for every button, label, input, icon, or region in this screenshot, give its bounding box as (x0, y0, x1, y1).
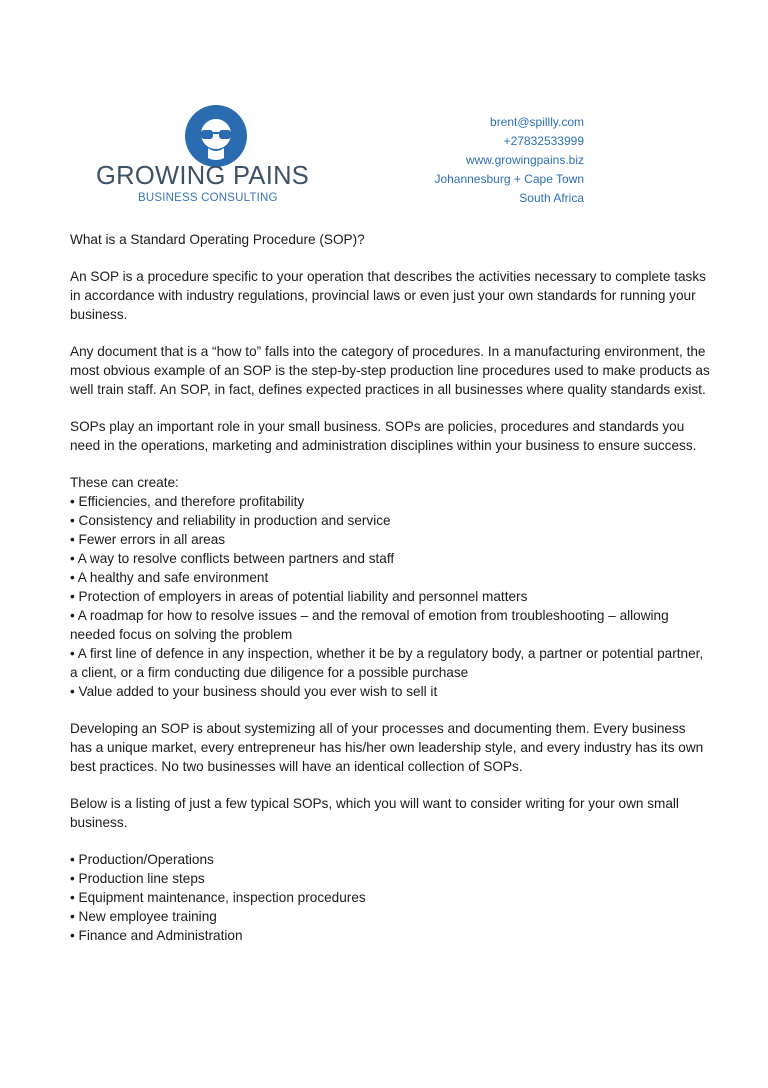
list-item: • A first line of defence in any inspection, whether it be by a regulatory body, a partner or potential partner, a client, or a firm conducting due diligence for a possible purchase (70, 646, 704, 680)
logo-name: GROWING PAINS (96, 162, 310, 190)
list-item: • Fewer errors in all areas (70, 532, 226, 547)
paragraph-listing-intro: Below is a listing of just a few typical SOPs, which you will want to consider writing for your own small business. (70, 796, 679, 830)
contact-email[interactable]: brent@spillly.com (490, 115, 584, 129)
contact-country: South Africa (519, 191, 584, 205)
list-item: • Consistency and reliability in production and service (70, 513, 391, 528)
document-body (70, 230, 710, 963)
document-title: What is a Standard Operating Procedure (SOP)? (70, 232, 365, 247)
paragraph-how-to: Any document that is a “how to” falls into the category of procedures. In a manufacturing environment, the most obvious example of an SOP is the step-by-step production line procedures used to make products as well train staff. An SOP, in fact, defines expected practices in all businesses where quality standards exist. (70, 344, 710, 397)
contact-website[interactable]: www.growingpains.biz (465, 153, 584, 167)
head-with-glasses-icon (184, 104, 248, 168)
list-item: • Production line steps (70, 871, 205, 886)
list-item: • A healthy and safe environment (70, 570, 269, 585)
list-item: • Value added to your business should you ever wish to sell it (70, 684, 438, 699)
list-item: • Protection of employers in areas of potential liability and personnel matters (70, 589, 528, 604)
list-item: • A way to resolve conflicts between partners and staff (70, 551, 395, 566)
contact-block (434, 113, 584, 208)
company-logo (96, 104, 326, 204)
contact-phone: +27832533999 (503, 134, 584, 148)
paragraph-importance: SOPs play an important role in your small business. SOPs are policies, procedures and standards you need in the operations, marketing and administration disciplines within your business to ensure success. (70, 419, 697, 453)
list-item: • Efficiencies, and therefore profitability (70, 494, 305, 509)
list-item: • New employee training (70, 909, 217, 924)
list-item: • A roadmap for how to resolve issues – and the removal of emotion from troubleshooting – allowing needed focus on solving the problem (70, 608, 669, 642)
paragraph-definition: An SOP is a procedure specific to your operation that describes the activities necessary to complete tasks in accordance with industry regulations, provincial laws or even just your own standards for running your business. (70, 269, 706, 322)
contact-cities: Johannesburg + Cape Town (434, 172, 584, 186)
sop-types-list (70, 850, 710, 945)
benefits-intro: These can create: (70, 475, 179, 490)
list-item: • Equipment maintenance, inspection procedures (70, 890, 366, 905)
benefits-list (70, 492, 710, 701)
list-item: • Finance and Administration (70, 928, 243, 943)
paragraph-developing: Developing an SOP is about systemizing all of your processes and documenting them. Every business has a unique market, every entrepreneur has his/her own leadership style, and every industry has its own best practices. No two businesses will have an identical collection of SOPs. (70, 721, 704, 774)
list-item: • Production/Operations (70, 852, 214, 867)
logo-subtitle: BUSINESS CONSULTING (138, 192, 278, 204)
